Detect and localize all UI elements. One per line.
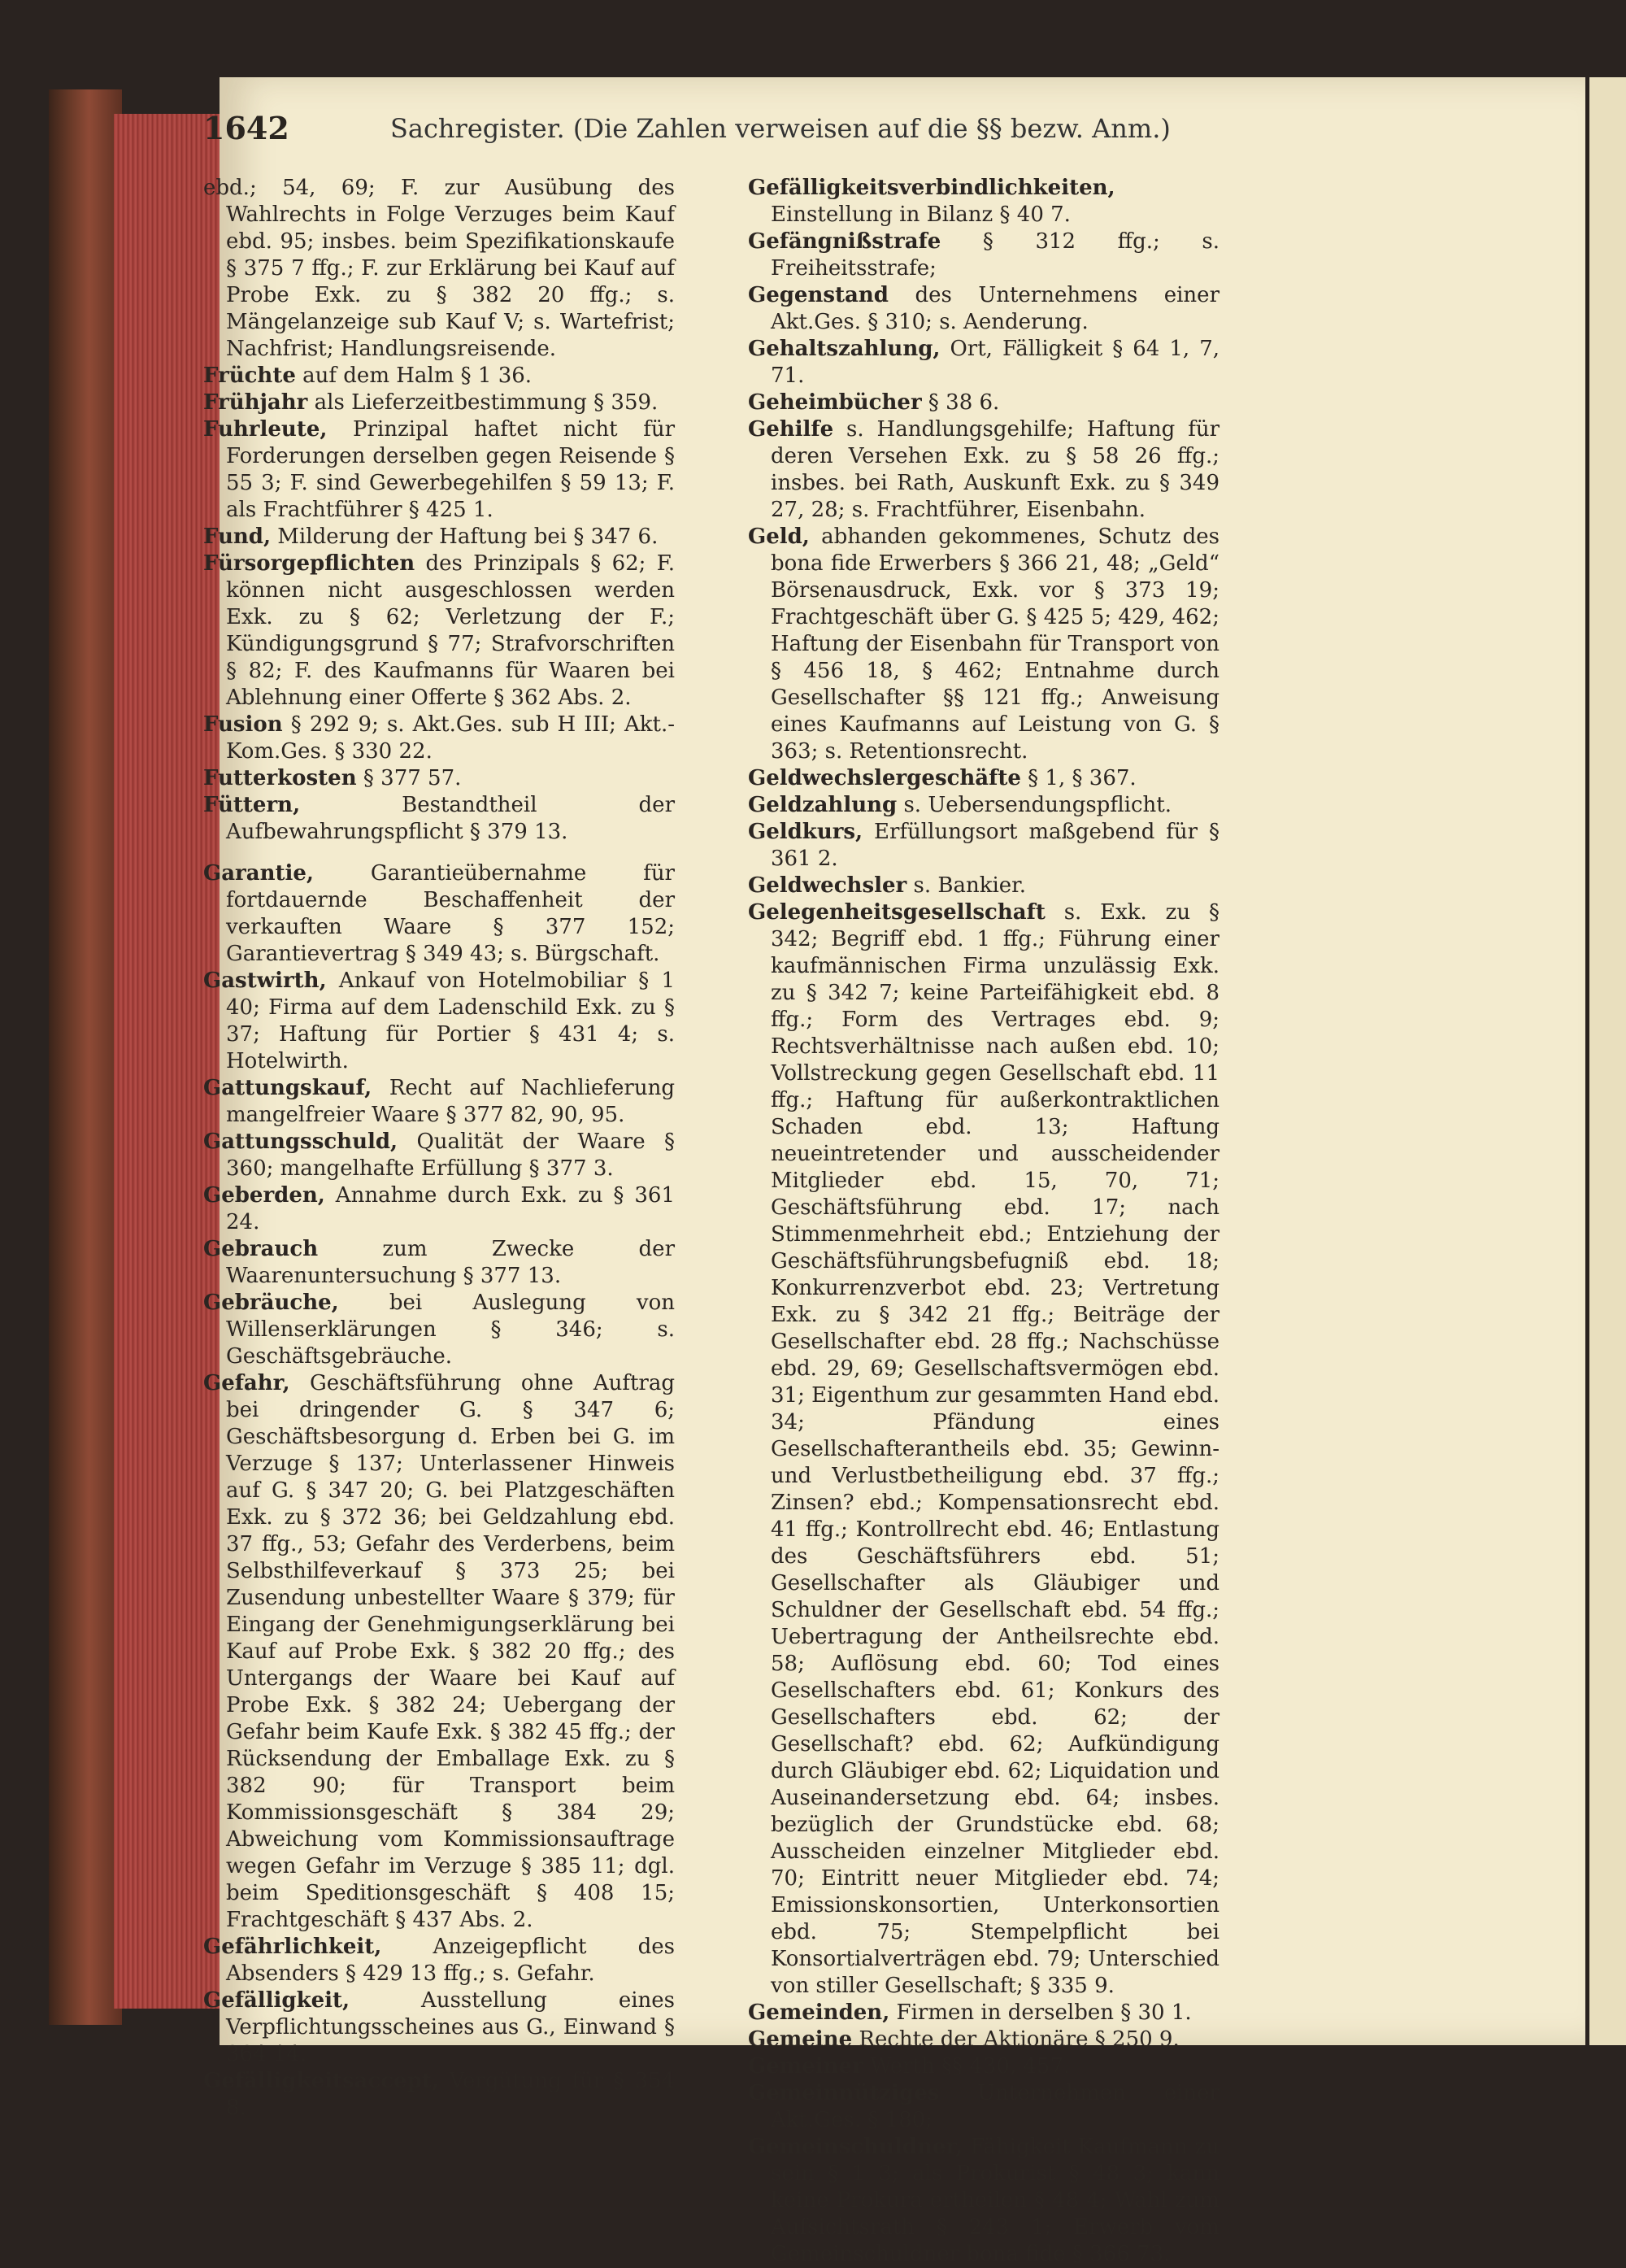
index-term: Gegenstand (748, 283, 889, 307)
index-term: Geldwechslergeschäfte (748, 766, 1021, 790)
index-term: Gattungskauf, (203, 1076, 372, 1100)
index-entry (748, 2000, 1220, 2026)
index-text: zum Zwecke der Waarenuntersuchung § 377 13. (226, 1237, 675, 1288)
index-term: Gemeinden, (748, 2000, 890, 2025)
index-term: Gefährlichkeit, (203, 1935, 382, 1959)
index-text: Werth §§ 430, 457. (863, 2054, 1071, 2079)
index-column-left (203, 175, 675, 2122)
index-entry (203, 1934, 675, 1987)
index-term: Gebräuche, (203, 1291, 339, 1315)
index-text: § 292 9; s. Akt.Ges. sub H III; Akt.-Kom.Ges. § 330 22. (226, 712, 675, 764)
index-entry (203, 524, 675, 551)
index-entry (203, 390, 675, 416)
index-text: bei Auslegung von Willenserklärungen § 346; s. Geschäftsgebräuche. (226, 1291, 675, 1369)
index-entry (748, 2053, 1220, 2080)
index-term: Geldkurs, (748, 820, 863, 844)
index-term: Gemeine (748, 2027, 853, 2052)
index-entry (203, 1129, 675, 1182)
index-entry (203, 1182, 675, 1236)
index-column-right (748, 175, 1220, 2268)
index-text: Vergütung für § 354 8. (226, 2069, 675, 2120)
index-entry (203, 712, 675, 765)
index-text: Recht auf Nachlieferung mangelfreier Waare § 377 82, 90, 95. (226, 1076, 675, 1127)
index-text: § 377 57. (356, 766, 462, 790)
index-entry (203, 416, 675, 524)
index-term: Geld, (748, 525, 810, 549)
index-text: Ort, Fälligkeit § 64 1, 7, 71. (771, 337, 1220, 388)
index-text: Prinzipal haftet nicht für Forderungen derselben gegen Reisende § 55 3; F. sind Gewerbegehilfen § 59 13; F. als Frachtführer § 425 1. (226, 417, 675, 522)
index-term: Garantie, (203, 861, 314, 886)
index-text: s. Bankier. (906, 873, 1027, 898)
index-term: Gehilfe (748, 417, 834, 442)
index-term: Fund, (203, 525, 272, 549)
index-text: s. Exk. zu § 342; Begriff ebd. 1 ffg.; Führung einer kaufmännischen Firma unzulässig Exk. zu § 342 7; keine Parteifähigkeit ebd. 8 ffg.; Form des Vertrages ebd. 9; Rechtsverhältnisse nach außen ebd. 10; Vollstreckung gegen Gesellschaft ebd. 11 ffg.; Haftung für außerkontraktlichen Schaden ebd. 13; Haftung neueintretender und ausscheidender Mitglieder ebd. 15, 70, 71; Geschäftsführung ebd. 17; nach Stimmenmehrheit ebd.; Entziehung der Geschäftsführungsbefugniß ebd. 18; Konkurrenzverbot ebd. 23; Vertretung Exk. zu § 342 21 ffg.; Beiträge der Gesellschafter ebd. 28 ffg.; Nachschüsse ebd. 29, 69; Gesellschaftsvermögen ebd. 31; Eigenthum zur gesammten Hand ebd. 34; Pfändung eines Gesellschafterantheils ebd. 35; Gewinn- und Verlustbetheiligung ebd. 37 ffg.; Zinsen? ebd.; Kompensationsrecht ebd. 41 ffg.; Kontrollrecht ebd. 46; Entlastung des Geschäftsführers ebd. 51; Gesellschafter als Gläubiger und Schuldner der Gesellschaft ebd. 54 ffg.; Uebertragung der Antheilsrechte ebd. 58; Auflösung ebd. 60; Tod eines Gesellschafters ebd. 61; Konkurs des Gesellschafters ebd. 62; der Gesellschaft? ebd. 62; Aufkündigung durch Gläubiger ebd. 62; Liquidation und Auseinandersetzung ebd. 64; insbes. bezüglich der Grundstücke ebd. 68; Ausscheiden einzelner Mitglieder ebd. 70; Eintritt neuer Mitglieder ebd. 74; Emissionskonsortien, Unterkonsortien ebd. 75; Stempelpflicht bei Konsortialverträgen ebd. 79; Unterschied von stiller Gesellschaft; § 335 9. (771, 900, 1220, 1998)
index-entry (203, 1290, 675, 1370)
index-text: ebd.; 54, 69; F. zur Ausübung des Wahlrechts in Folge Verzuges beim Kauf ebd. 95; insbes. beim Spezifikationskaufe § 375 7 ffg.; F. zur Erklärung bei Kauf auf Probe Exk. zu § 382 20 ffg.; s. Mängelanzeige sub Kauf V; s. Wartefrist; Nachfrist; Handlungsreisende. (203, 176, 675, 361)
page-number: 1642 (203, 110, 289, 146)
index-entry (748, 282, 1220, 336)
index-entry (203, 860, 675, 968)
index-term: Gemeinnütziges (748, 2081, 940, 2105)
index-entry (203, 1236, 675, 1290)
index-entry (748, 2134, 1220, 2268)
index-entry (203, 175, 675, 363)
index-entry (748, 175, 1220, 229)
index-text: abhanden gekommenes, Schutz des bona fide Erwerbers § 366 21, 48; „Geld“ Börsenausdruck, Exk. vor § 373 19; Frachtgeschäft über G. § 425 5; 429, 462; Haftung der Eisenbahn für Transport von § 456 18, § 462; Entnahme durch Gesellschafter §§ 121 ffg.; Anweisung eines Kaufmanns auf Leistung von G. § 363; s. Retentionsrecht. (771, 525, 1220, 764)
index-text: Ankauf von Hotelmobiliar § 1 40; Firma auf dem Ladenschild Exk. zu § 37; Haftung für Portier § 431 4; s. Hotelwirth. (226, 969, 675, 1073)
index-entry (748, 819, 1220, 873)
index-entry (748, 416, 1220, 524)
index-term: Gemeiner (748, 2054, 863, 2079)
index-entry (748, 229, 1220, 282)
index-term: Geberden, (203, 1183, 325, 1208)
index-text: Unternehmen einer Akt.Ges. § 180; (771, 2081, 1220, 2132)
index-entry (203, 765, 675, 792)
index-term: Fuhrleute, (203, 417, 328, 442)
index-term: Früchte (203, 363, 296, 388)
index-text: Rechte der Aktionäre § 250 9. (852, 2027, 1180, 2052)
index-term: Füttern, (203, 793, 301, 817)
book-spine (49, 89, 122, 2025)
index-entry (748, 873, 1220, 899)
index-entry (203, 1370, 675, 1934)
index-term: Gefahr, (203, 1371, 290, 1395)
index-text: Qualität der Waare § 360; mangelhafte Erfüllung § 377 3. (226, 1130, 675, 1181)
index-entry (748, 390, 1220, 416)
page-header (203, 110, 1260, 159)
index-text: Geschäftsführung ohne Auftrag bei dringender G. § 347 6; Geschäftsbesorgung d. Erben bei G. im Verzuge § 137; Unterlassener Hinweis auf G. § 347 20; G. bei Platzgeschäften Exk. zu § 372 36; bei Geldzahlung ebd. 37 ffg., 53; Gefahr des Verderbens, beim Selbsthilfeverkauf § 373 25; bei Zusendung unbestellter Waare § 379; für Eingang der Genehmigungserklärung bei Kauf auf Probe Exk. § 382 20 ffg.; des Untergangs der Waare bei Kauf auf Probe Exk. § 382 24; Uebergang der Gefahr beim Kaufe Exk. § 382 45 ffg.; der Rücksendung der Emballage Exk. zu § 382 90; für Transport beim Kommissionsgeschäft § 384 29; Abweichung vom Kommissionsauftrage wegen Gefahr im Verzuge § 385 11; dgl. beim Speditionsgeschäft § 408 15; Frachtgeschäft § 437 Abs. 2. (226, 1371, 675, 1932)
index-text: Bestandtheil der Aufbewahrungspflicht § 379 13. (226, 793, 675, 844)
index-text: des Prinzipals § 62; F. können nicht ausgeschlossen werden Exk. zu § 62; Verletzung der F.; Kündigungsgrund § 77; Strafvorschriften § 82; F. des Kaufmanns für Waaren bei Ablehnung einer Offerte § 362 Abs. 2. (226, 551, 675, 710)
index-entry (748, 765, 1220, 792)
index-term: Frühjahr (203, 390, 308, 415)
index-term: Gehaltszahlung, (748, 337, 941, 361)
index-entry (203, 1075, 675, 1129)
index-entry (203, 2068, 675, 2122)
index-term: Geldwechsler (748, 873, 907, 898)
index-entry (203, 551, 675, 712)
index-entry (203, 968, 675, 1075)
index-text: Einstellung in Bilanz § 40 7. (771, 202, 1071, 227)
index-term: Gefälligkeitsaccept, (203, 2069, 439, 2093)
index-text: Anzeigepflicht des Absenders § 429 13 ffg.; s. Gefahr. (226, 1935, 675, 1986)
index-term: Gemeinschuldner, (748, 2135, 963, 2159)
index-text: Garantieübernahme für fortdauernde Beschaffenheit der verkauften Waare § 377 152; Garantievertrag § 349 43; s. Bürgschaft. (226, 861, 675, 966)
index-term: Gefängnißstrafe (748, 229, 941, 254)
index-term: Futterkosten (203, 766, 357, 790)
index-text: Ausstellung eines Verpflichtungsscheines aus G., Einwand § 364 14. (226, 1988, 675, 2066)
index-term: Geldzahlung (748, 793, 898, 817)
index-text: Fähigkeit Kaufmann zu sein § 1 3; als Prokurist § 48 3; kann keine Prokura ertheilen § 48 4; Wahl zum Aufsichtsrath § 243 1; Erwerb vom Gemeinschuldner bona fide § 366 73. (771, 2135, 1220, 2266)
index-term: Gattungsschuld, (203, 1130, 398, 1154)
index-text: des Unternehmens einer Akt.Ges. § 310; s. Aenderung. (771, 283, 1220, 334)
index-term: Gastwirth, (203, 969, 327, 993)
index-entry (748, 336, 1220, 390)
index-text: auf dem Halm § 1 36. (295, 363, 533, 388)
index-entry (748, 2080, 1220, 2134)
index-entry (748, 524, 1220, 765)
index-text: Milderung der Haftung bei § 347 6. (271, 525, 659, 549)
index-text: s. Uebersendungspflicht. (897, 793, 1172, 817)
index-text: als Lieferzeitbestimmung § 359. (307, 390, 659, 415)
index-text: § 312 ffg.; s. Freiheitsstrafe; (771, 229, 1220, 281)
index-entry (203, 792, 675, 846)
index-entry (203, 363, 675, 390)
index-text: Annahme durch Exk. zu § 361 24. (226, 1183, 675, 1234)
index-entry (203, 1987, 675, 2068)
next-page-edge (1589, 77, 1626, 2045)
index-entry (748, 792, 1220, 819)
index-term: Fusion (203, 712, 283, 737)
index-term: Fürsorgepflichten (203, 551, 415, 576)
index-text: § 1, § 367. (1020, 766, 1137, 790)
index-term: Gelegenheitsgesellschaft (748, 900, 1046, 925)
index-text: Erfüllungsort maßgebend für § 361 2. (771, 820, 1220, 871)
index-term: Gefälligkeitsverbindlichkeiten, (748, 176, 1115, 200)
index-text: Firmen in derselben § 30 1. (889, 2000, 1192, 2025)
index-entry (748, 899, 1220, 2000)
index-term: Geheimbücher (748, 390, 922, 415)
index-entry (748, 2026, 1220, 2053)
index-term: Gefälligkeit, (203, 1988, 350, 2013)
running-title: Sachregister. (Die Zahlen verweisen auf die §§ bezw. Anm.) (390, 113, 1171, 144)
index-text: § 38 6. (921, 390, 1000, 415)
index-term: Gebrauch (203, 1237, 319, 1261)
index-text: s. Handlungsgehilfe; Haftung für deren Versehen Exk. zu § 58 26 ffg.; insbes. bei Rath, Auskunft Exk. zu § 349 27, 28; s. Frachtführer, Eisenbahn. (771, 417, 1220, 522)
